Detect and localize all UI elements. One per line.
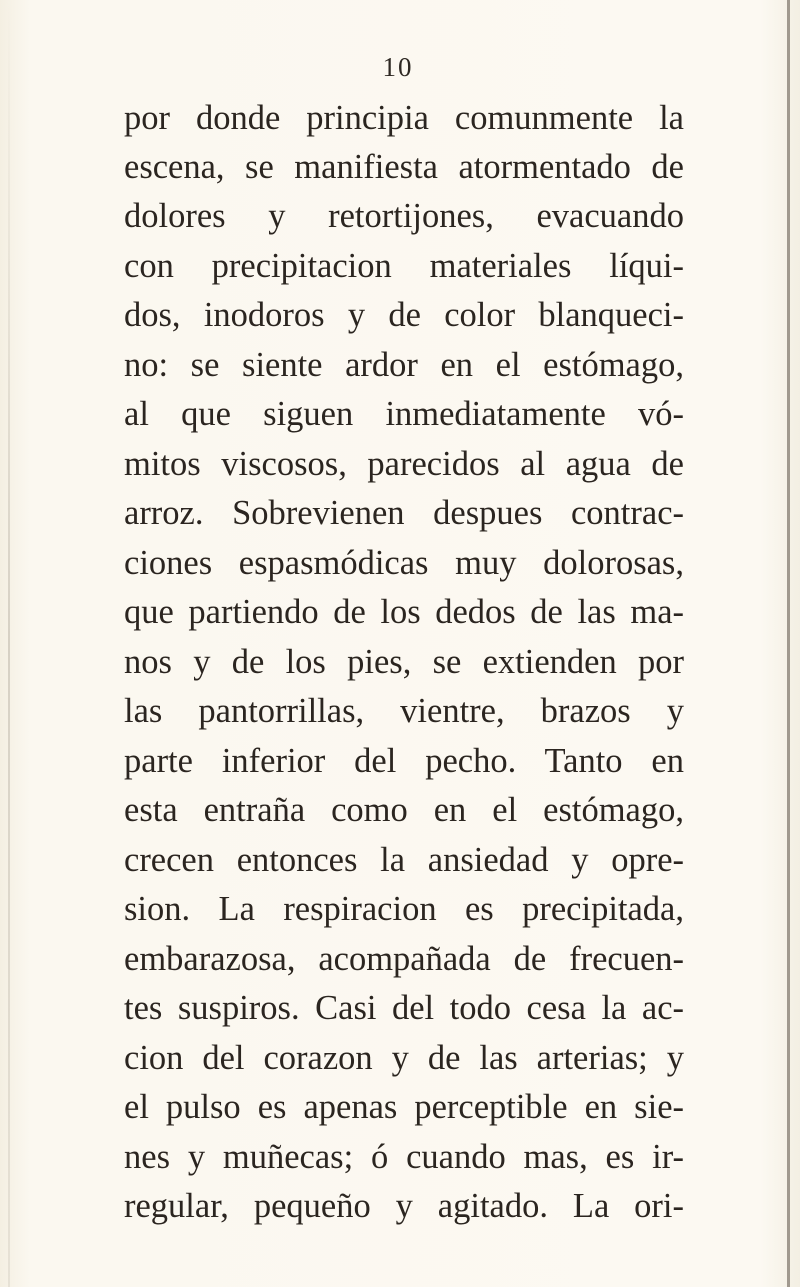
- text-line: el pulso es apenas perceptible en sie-: [124, 1088, 684, 1126]
- text-line: dolores y retortijones, evacuando: [124, 197, 684, 235]
- text-line: con precipitacion materiales líqui-: [124, 247, 684, 285]
- text-line: no: se siente ardor en el estómago,: [124, 346, 684, 384]
- text-line: parte inferior del pecho. Tanto en: [124, 742, 684, 780]
- text-line: ciones espasmódicas muy dolorosas,: [124, 544, 684, 582]
- text-line: tes suspiros. Casi del todo cesa la ac-: [124, 989, 684, 1027]
- text-line: dos, inodoros y de color blanqueci-: [124, 296, 684, 334]
- text-line: crecen entonces la ansiedad y opre-: [124, 841, 684, 879]
- text-line: embarazosa, acompañada de frecuen-: [124, 940, 684, 978]
- text-line: que partiendo de los dedos de las ma-: [124, 593, 684, 631]
- text-line: nos y de los pies, se extienden por: [124, 643, 684, 681]
- text-line: cion del corazon y de las arterias; y: [124, 1039, 684, 1077]
- text-line: mitos viscosos, parecidos al agua de: [124, 445, 684, 483]
- text-line: nes y muñecas; ó cuando mas, es ir-: [124, 1138, 684, 1176]
- text-line: las pantorrillas, vientre, brazos y: [124, 692, 684, 730]
- text-line: sion. La respiracion es precipitada,: [124, 890, 684, 928]
- text-line: al que siguen inmediatamente vó-: [124, 395, 684, 433]
- page-right-edge: [787, 0, 790, 1287]
- text-line: regular, pequeño y agitado. La ori-: [124, 1187, 684, 1225]
- text-line: escena, se manifiesta atormentado de: [124, 148, 684, 186]
- page-left-edge: [8, 0, 10, 1287]
- text-line: por donde principia comunmente la: [124, 99, 684, 137]
- text-line: esta entraña como en el estómago,: [124, 791, 684, 829]
- text-line: arroz. Sobrevienen despues contrac-: [124, 494, 684, 532]
- page-number: 10: [382, 52, 414, 82]
